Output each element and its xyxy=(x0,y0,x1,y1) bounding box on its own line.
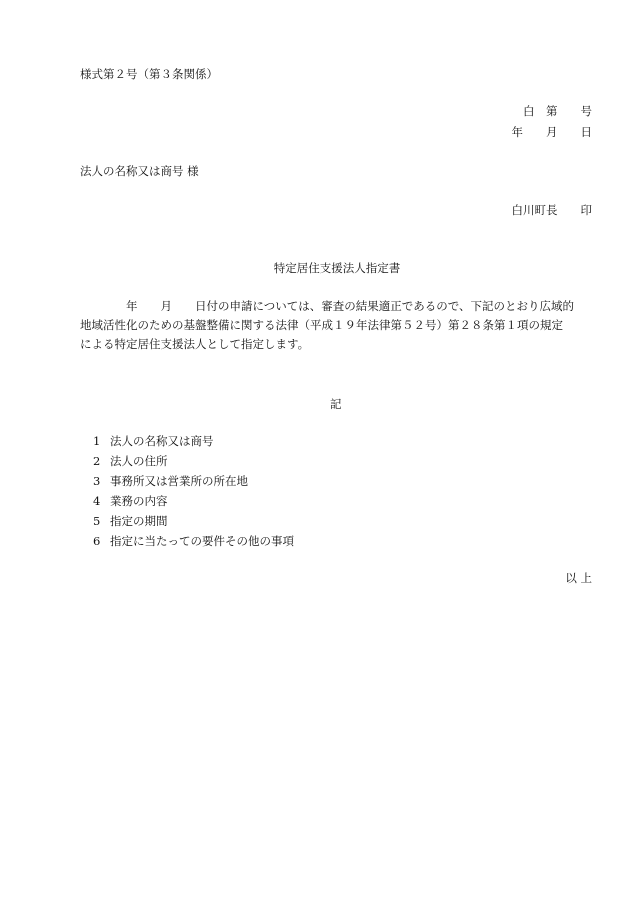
item-label: 業務の内容 xyxy=(110,494,168,508)
item-label: 指定の期間 xyxy=(110,514,168,528)
list-item xyxy=(93,473,393,489)
body-line: による特定居住支援法人として指定します。 xyxy=(80,337,310,351)
item-label: 事務所又は営業所の所在地 xyxy=(110,474,248,488)
item-number: 2 xyxy=(93,454,101,468)
body-paragraph xyxy=(80,297,600,354)
list-item xyxy=(93,513,393,529)
addressee: 法人の名称又は商号 様 xyxy=(80,164,199,178)
item-number: 4 xyxy=(93,494,101,508)
list-item xyxy=(93,433,393,449)
body-line: 地域活性化のための基盤整備に関する法律（平成１９年法律第５２号）第２８条第１項の規定 xyxy=(80,318,563,332)
closing-mark: 以 上 xyxy=(565,571,592,585)
ki-heading: 記 xyxy=(330,397,342,411)
item-label: 指定に当たっての要件その他の事項 xyxy=(110,534,294,548)
list-item xyxy=(93,493,393,509)
item-label: 法人の住所 xyxy=(110,454,168,468)
document-title: 特定居住支援法人指定書 xyxy=(273,261,401,275)
issuer: 白川町長 印 xyxy=(511,203,592,217)
item-number: 6 xyxy=(93,534,101,548)
form-number: 様式第２号（第３条関係） xyxy=(80,67,218,81)
list-item xyxy=(93,453,393,469)
document-number: 白 第 号 xyxy=(523,104,592,118)
item-number: 1 xyxy=(93,434,101,448)
body-line: 年 月 日付の申請については、審査の結果適正であるので、下記のとおり広域的 xyxy=(80,299,575,313)
item-label: 法人の名称又は商号 xyxy=(110,434,214,448)
list-item xyxy=(93,533,393,549)
issue-date: 年 月 日 xyxy=(511,125,592,139)
item-number: 3 xyxy=(93,474,101,488)
item-number: 5 xyxy=(93,514,101,528)
